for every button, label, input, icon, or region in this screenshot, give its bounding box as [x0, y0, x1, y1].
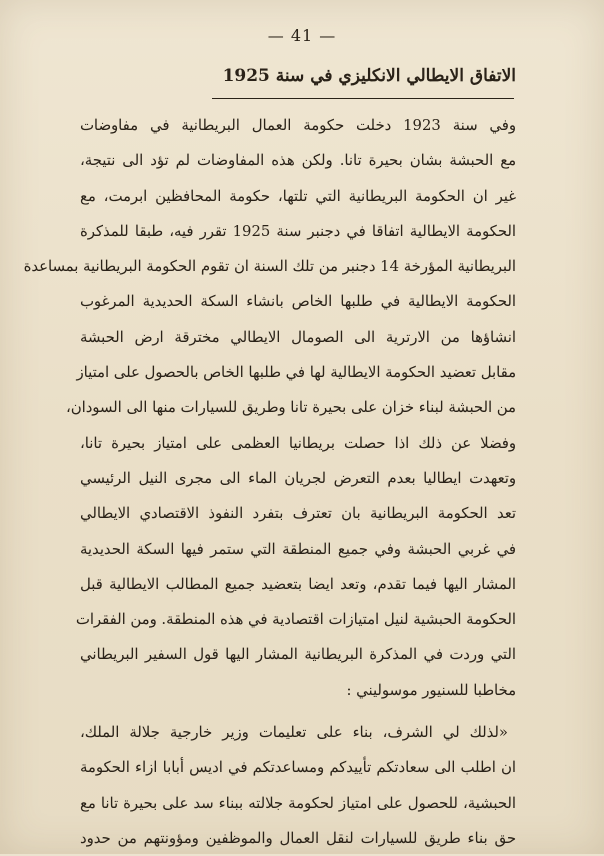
paragraph-gap [80, 708, 516, 715]
text-line: مقابل تعضيد الحكومة الايطالية لها في طلبها الخاص بالحصول على امتياز [76, 364, 516, 382]
text-line: حق بناء طريق للسيارات لنقل العمال والموظفين ومؤونتهم من حدود [80, 829, 516, 847]
text-line: مع الحبشة بشان بحيرة تانا. ولكن هذه المفاوضات لم تؤد الى نتيجة، [80, 152, 516, 170]
text-line: انشاؤها من الارترية الى الصومال الايطالي مخترقة ارض الحبشة [80, 328, 516, 346]
text-line: «لذلك لي الشرف، بناء على تعليمات وزير خارجية جلالة الملك، [80, 724, 508, 742]
text-line: وفي سنة 1923 دخلت حكومة العمال البريطانية في مفاوضات [80, 117, 516, 134]
paragraph-1 [23, 108, 516, 708]
page-number: — 41 — [267, 26, 337, 45]
paragraph-2 [80, 715, 516, 856]
section-heading: الاتفاق الايطالي الانكليزي في سنة 1925 [222, 66, 516, 86]
text-line: ان اطلب الى سعادتكم تأييدكم ومساعدتكم في اديس أبابا ازاء الحكومة [80, 759, 516, 777]
text-line: الحكومة الحبشية لنيل امتيازات اقتصادية في هذه المنطقة. ومن الفقرات [75, 611, 516, 629]
text-line: في غربي الحبشة وفي جميع المنطقة التي ستمر فيها السكة الحديدية [80, 540, 516, 558]
text-line: من الحبشة لبناء خزان على بحيرة تانا وطريق للسيارات منها الى السودان، [65, 399, 516, 417]
text-line: التي وردت في المذكرة البريطانية المشار اليها قول السفير البريطاني [80, 646, 516, 664]
text-line: الحبشية، للحصول على امتياز لحكومة جلالته ببناء سد على بحيرة تانا مع [80, 794, 516, 812]
text-line: تعد الحكومة البريطانية بان تعترف بتفرد النفوذ الاقتصادي الايطالي [80, 505, 516, 523]
body-text [23, 108, 516, 856]
text-line: غير ان الحكومة البريطانية التي تلتها، حكومة المحافظين ابرمت، مع [80, 187, 516, 205]
text-line: البريطانية المؤرخة 14 دجنبر من تلك السنة ان تقوم الحكومة البريطانية بمساعدة [23, 258, 516, 276]
text-line: وفضلا عن ذلك اذا حصلت بريطانيا العظمى على امتياز بحيرة تانا، [80, 434, 516, 452]
text-line: وتعهدت ايطاليا بعدم التعرض لجريان الماء الى مجرى النيل الرئيسي [80, 469, 516, 487]
text-line: الحكومة الايطالية اتفاقا في دجنبر سنة 1925 تقرر فيه، طبقا للمذكرة [80, 222, 516, 240]
text-line: المشار اليها فيما تقدم، وتعد ايضا بتعضيد جميع المطالب الايطالية قبل [80, 575, 516, 593]
text-line: الحكومة الايطالية في طلبها الخاص بانشاء السكة الحديدية المرغوب [80, 293, 516, 311]
heading-underline [212, 98, 514, 99]
text-line: مخاطبا للسنيور موسوليني : [346, 681, 516, 699]
